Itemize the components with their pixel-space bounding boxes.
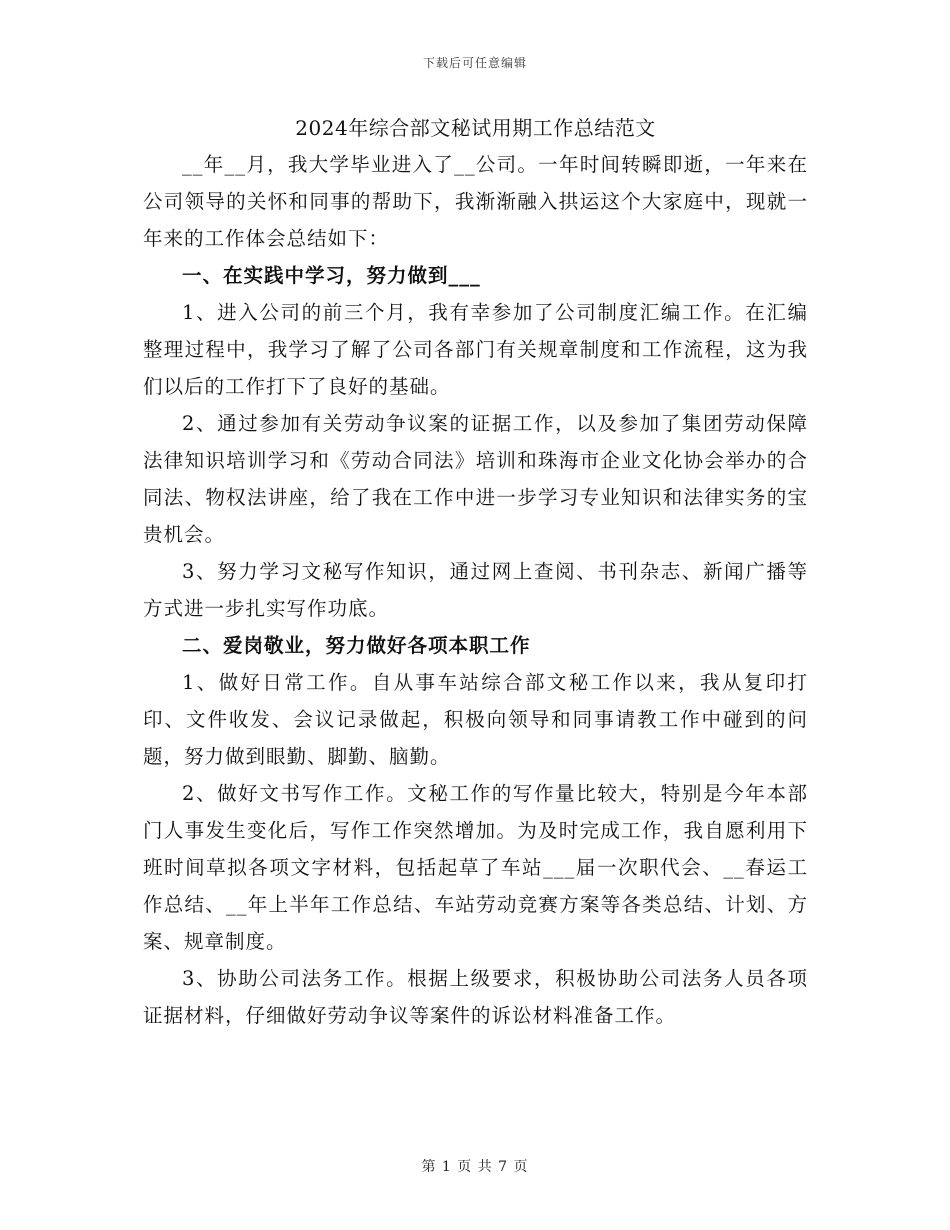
paragraph-2-2: 2、做好文书写作工作。文秘工作的写作量比较大，特别是今年本部门人事发生变化后，写作工作突然增加。为及时完成工作，我自愿利用下班时间草拟各项文字材料，包括起草了车站___届一次职代会、__春运工作总结、__年上半年工作总结、车站劳动竞赛方案等各类总结、计划、方案、规章制度。 [143,782,808,953]
section-heading-1: 一、在实践中学习，努力做到___ [182,264,481,287]
paragraph-2-1: 1、做好日常工作。自从事车站综合部文秘工作以来，我从复印打印、文件收发、会议记录做起，积极向领导和同事请教工作中碰到的问题，努力做到眼勤、脚勤、脑勤。 [143,671,808,768]
document-body [143,110,808,1034]
document-title: 2024年综合部文秘试用期工作总结范文 [295,116,656,140]
paragraph-1-2: 2、通过参加有关劳动争议案的证据工作，以及参加了集团劳动保障法律知识培训学习和《劳动合同法》培训和珠海市企业文化协会举办的合同法、物权法讲座，给了我在工作中进一步学习专业知识和法律实务的宝贵机会。 [143,412,808,546]
paragraph-2-3: 3、协助公司法务工作。根据上级要求，积极协助公司法务人员各项证据材料，仔细做好劳动争议等案件的诉讼材料准备工作。 [143,967,808,1027]
header-note: 下载后可任意编辑 [422,56,527,70]
paragraph-1-1: 1、进入公司的前三个月，我有幸参加了公司制度汇编工作。在汇编整理过程中，我学习了解了公司各部门有关规章制度和工作流程，这为我们以后的工作打下了良好的基础。 [143,301,808,398]
paragraph-intro: __年__月，我大学毕业进入了__公司。一年时间转瞬即逝，一年来在公司领导的关怀和同事的帮助下，我渐渐融入拱运这个大家庭中，现就一年来的工作体会总结如下： [143,153,808,250]
page-number: 第 1 页 共 7 页 [421,1159,529,1175]
section-heading-2: 二、爱岗敬业，努力做好各项本职工作 [182,634,531,657]
paragraph-1-3: 3、努力学习文秘写作知识，通过网上查阅、书刊杂志、新闻广播等方式进一步扎实写作功底。 [143,560,808,620]
